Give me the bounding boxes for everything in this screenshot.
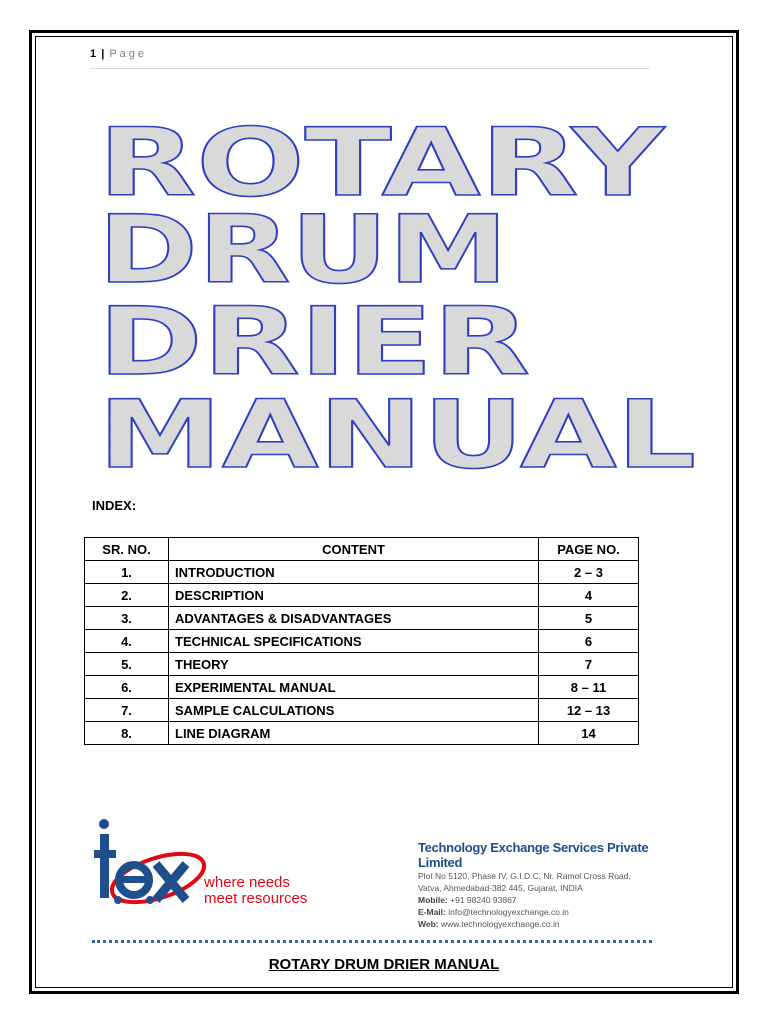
title-line-4: MANUAL xyxy=(98,381,696,480)
title-line-3: DRIER xyxy=(98,288,530,397)
table-row xyxy=(85,630,639,653)
row-sr: 3. xyxy=(85,607,169,630)
row-content: SAMPLE CALCULATIONS xyxy=(169,699,539,722)
row-sr: 7. xyxy=(85,699,169,722)
table-row xyxy=(85,584,639,607)
row-content: TECHNICAL SPECIFICATIONS xyxy=(169,630,539,653)
company-name: Technology Exchange Services Private Limited xyxy=(418,840,649,870)
row-sr: 8. xyxy=(85,722,169,745)
logo-tagline xyxy=(204,875,307,907)
email-label: E-Mail: xyxy=(418,907,446,917)
index-label: INDEX: xyxy=(92,498,137,513)
web-value: www.technologyexchange.co.in xyxy=(441,919,560,929)
page-word: Page xyxy=(109,48,148,60)
row-sr: 4. xyxy=(85,630,169,653)
tagline-line-2: meet resources xyxy=(204,890,308,907)
company-info xyxy=(418,840,650,930)
company-address-2: Vatva, Ahmedabad-382 445, Gujarat, INDIA xyxy=(418,883,583,893)
table-row xyxy=(85,676,639,699)
table-row xyxy=(85,607,639,630)
row-content: THEORY xyxy=(169,653,539,676)
title-line-1: ROTARY xyxy=(98,118,666,218)
row-page: 14 xyxy=(539,722,639,745)
table-row xyxy=(85,699,639,722)
row-sr: 2. xyxy=(85,584,169,607)
email-value: info@technologyexchange.co.in xyxy=(448,907,569,917)
company-banner xyxy=(90,812,650,932)
row-page: 2 – 3 xyxy=(539,561,639,584)
row-content: LINE DIAGRAM xyxy=(169,722,539,745)
mobile-label: Mobile: xyxy=(418,895,448,905)
row-sr: 6. xyxy=(85,676,169,699)
row-page: 7 xyxy=(539,653,639,676)
dotted-divider xyxy=(92,940,652,943)
company-mobile xyxy=(418,894,650,906)
table-row xyxy=(85,561,639,584)
page-header xyxy=(90,48,650,69)
page-number: 1 xyxy=(90,48,97,60)
footer-title: ROTARY DRUM DRIER MANUAL xyxy=(268,956,500,973)
row-page: 6 xyxy=(539,630,639,653)
row-content: ADVANTAGES & DISADVANTAGES xyxy=(169,607,539,630)
title-line-2: DRUM xyxy=(98,196,508,305)
row-page: 8 – 11 xyxy=(539,676,639,699)
header-sr-no: SR. NO. xyxy=(85,538,169,561)
table-header-row xyxy=(85,538,639,561)
company-address-1: Plot No 5120, Phase IV, G.I.D.C, Nr. Ramol Cross Road, xyxy=(418,871,631,881)
row-page: 5 xyxy=(539,607,639,630)
row-page: 4 xyxy=(539,584,639,607)
page-separator: | xyxy=(101,48,105,60)
row-content: EXPERIMENTAL MANUAL xyxy=(169,676,539,699)
mobile-value: +91 98240 93867 xyxy=(450,895,517,905)
tagline-line-1: where needs xyxy=(204,874,290,891)
row-content: INTRODUCTION xyxy=(169,561,539,584)
header-content: CONTENT xyxy=(169,538,539,561)
table-row xyxy=(85,722,639,745)
contents-table xyxy=(84,537,639,745)
title-wordart xyxy=(88,118,708,480)
row-content: DESCRIPTION xyxy=(169,584,539,607)
company-email xyxy=(418,906,650,918)
header-page-no: PAGE NO. xyxy=(539,538,639,561)
company-web xyxy=(418,918,650,930)
row-page: 12 – 13 xyxy=(539,699,639,722)
web-label: Web: xyxy=(418,919,439,929)
row-sr: 5. xyxy=(85,653,169,676)
table-row xyxy=(85,653,639,676)
tex-logo-icon xyxy=(90,812,210,912)
row-sr: 1. xyxy=(85,561,169,584)
